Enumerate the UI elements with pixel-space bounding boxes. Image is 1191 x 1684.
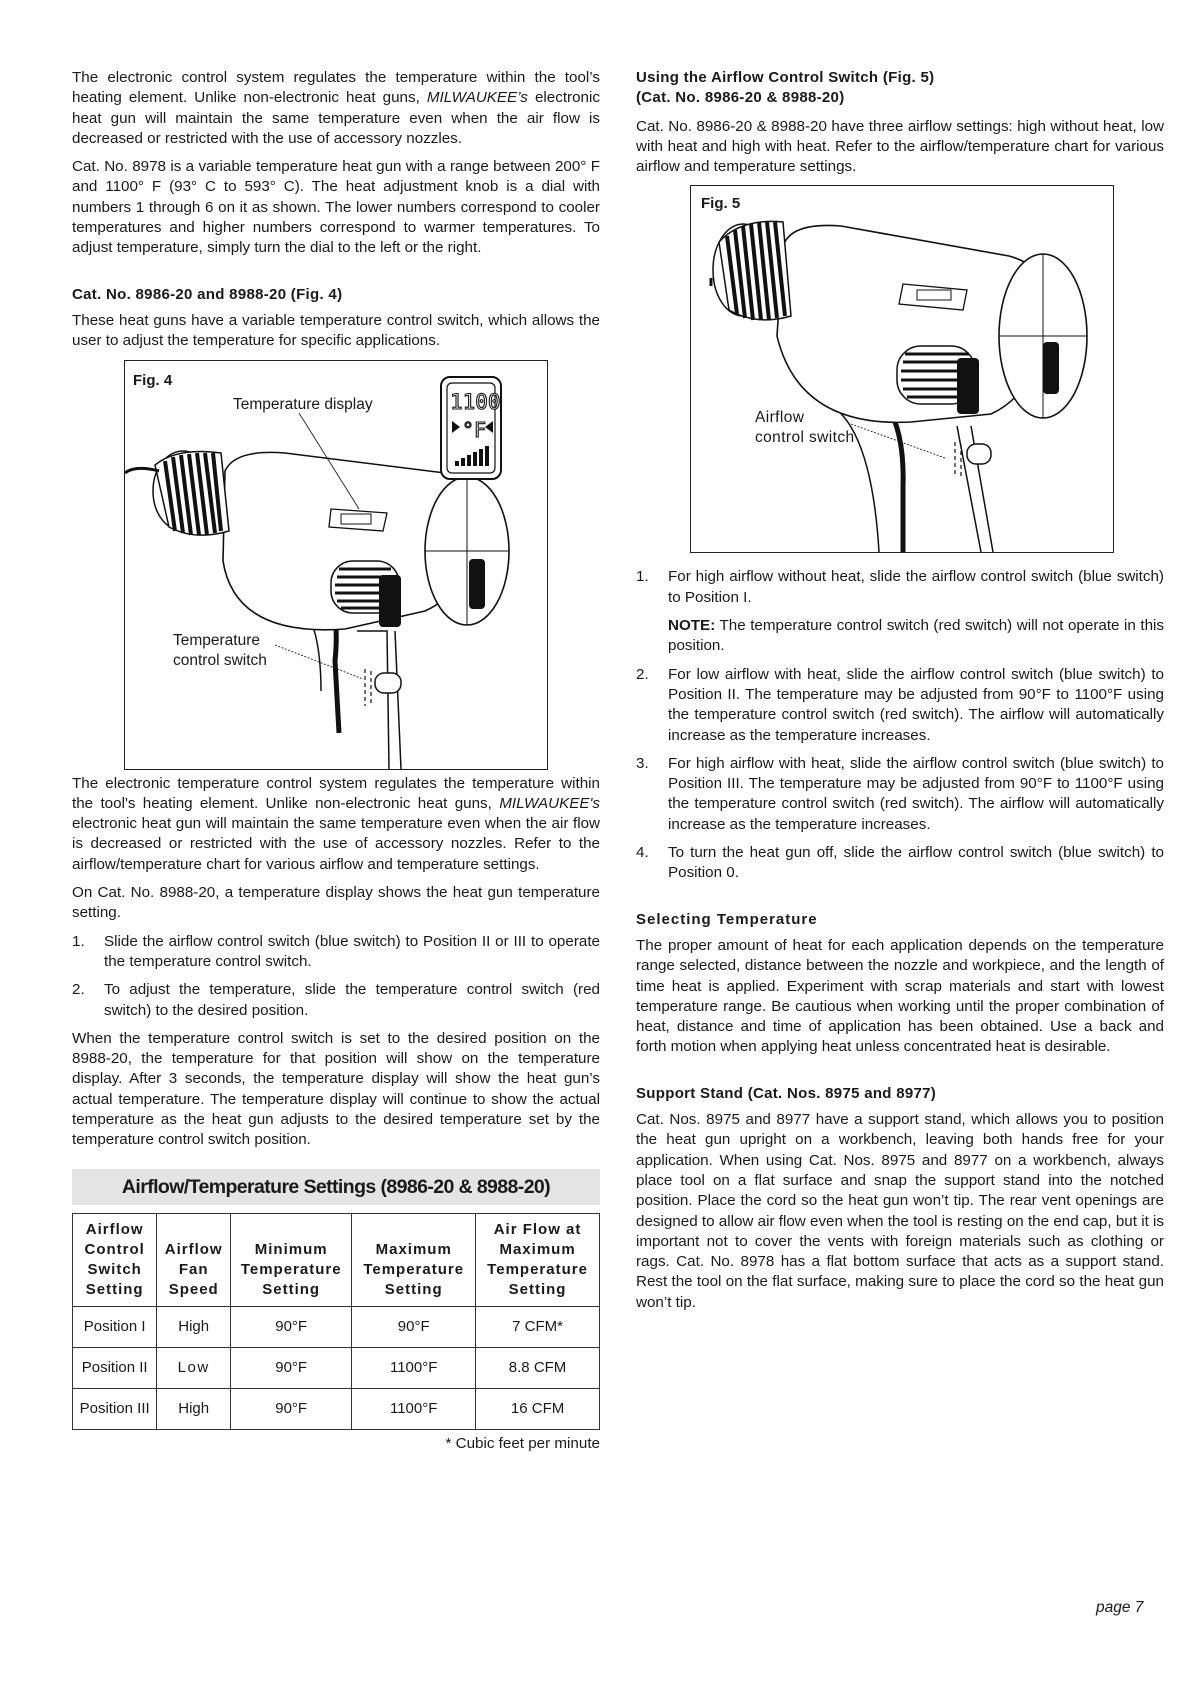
switch-knob-icon [375,673,401,693]
header-cell: Air Flow at Maximum Temperature Setting [476,1213,600,1306]
table-cell: 90°F [231,1388,352,1429]
selecting-temperature-paragraph: The proper amount of heat for each application depends on the temperature range selected, distance between the nozzle and workpiece, and the length of time heat is applied. Experiment with scrap materials and start with lowest temperature range. Be cautious when working until the proper combination of heat, distance and time of application has been obtained. Use a back and forth motion when applying heat unless concentrated heat is desirable. [636,936,1164,1056]
figure-5 [690,185,1114,553]
intro-paragraph-1: The electronic control system regulates the temperature within the tool’s heating element. Unlike non-electronic heat guns, MILWAUKEE’s electronic heat gun will maintain the same temperature even when the air flow is decreased or restricted with the use of accessory nozzles. [72,69,600,147]
right-steps-list [636,567,1164,883]
left-column [72,68,600,1454]
list-item: 4. To turn the heat gun off, slide the airflow control switch (blue switch) to Position 0. [636,844,1164,882]
header-cell: Maximum Temperature Setting [352,1213,476,1306]
page-number: page 7 [1096,1599,1144,1616]
airflow-intro-paragraph: Cat. No. 8986-20 & 8988-20 have three airflow settings: high without heat, low with heat and high with heat. Refer to the airflow/temperature chart for various airflow and temperature settings. [636,117,1164,176]
section-heading-fig4: Cat. No. 8986-20 and 8988-20 (Fig. 4) [72,285,343,303]
intro-paragraph-2: Cat. No. 8978 is a variable temperature heat gun with a range between 200° F and 1100° F (93° C to 593° C). The heat adjustment knob is a dial with numbers 1 through 6 on it as shown. The lower numbers correspond to cooler temperatures and higher numbers correspond to warmer temperatures. To adjust temperature, simply turn the dial to the left or the right. [72,158,600,257]
after-figure-paragraph-2: On Cat. No. 8988-20, a temperature display shows the heat gun temperature setting. [72,884,600,922]
right-column [636,68,1164,1321]
switch-knob-icon [967,444,991,464]
table-cell: Position III [73,1388,157,1429]
table-cell: 16 CFM [476,1388,600,1429]
list-item: 2. For low airflow with heat, slide the airflow control switch (blue switch) to Position II. The temperature may be adjusted from 90°F to 1100°F using the temperature control switch (red switch). The airflow will automatically increase as the temperature increases. [636,665,1164,744]
figure-label: Fig. 5 [701,195,741,213]
table-cell: 90°F [231,1306,352,1347]
table-footnote: * Cubic feet per minute [445,1434,600,1452]
display-reading: 1100 [450,389,501,414]
left-steps-list [72,932,600,1021]
table-cell: Position II [73,1347,157,1388]
table-cell: High [157,1306,231,1347]
display-unit: °F [462,417,487,442]
table-cell: 90°F [352,1306,476,1347]
figure-label: Fig. 4 [133,371,173,389]
switch-callout: Temperature control switch [173,631,267,669]
table-cell: Low [157,1347,231,1388]
list-item: 3. For high airflow with heat, slide the airflow control switch (blue switch) to Position III. The temperature may be adjusted from 90°F to 1100°F using the temperature control switch (red switch). The airflow will automatically increase as the temperature increases. [636,754,1164,833]
header-cell: Airflow Control Switch Setting [73,1213,157,1306]
list-item: 2. To adjust the temperature, slide the temperature control switch (red switch) to the desired position. [72,981,600,1019]
heat-gun-illustration [691,186,1113,552]
list-item: 1. Slide the airflow control switch (blue switch) to Position II or III to operate the temperature control switch. [72,932,600,970]
support-stand-heading: Support Stand (Cat. Nos. 8975 and 8977) [636,1084,937,1102]
selecting-temperature-heading: Selecting Temperature [636,910,818,928]
table-row [73,1347,600,1388]
list-item: 1. For high airflow without heat, slide the airflow control switch (blue switch) to Position I. NOTE: The temperature control switch (red switch) will not operate in this position. [636,567,1164,656]
heat-gun-illustration [125,361,547,769]
table-cell: High [157,1388,231,1429]
table-header-row [73,1213,600,1306]
table-cell: 7 CFM* [476,1306,600,1347]
table-cell: 90°F [231,1347,352,1388]
table-title: Airflow/Temperature Settings (8986-20 & 8988-20) [72,1169,600,1205]
table-cell: Position I [73,1306,157,1347]
display-callout: Temperature display [233,395,373,413]
header-cell: Airflow Fan Speed [157,1213,231,1306]
support-stand-paragraph: Cat. Nos. 8975 and 8977 have a support stand, which allows you to position the heat gun upright on a workbench, leaving both hands free for your application. When using Cat. Nos. 8975 and 8977 on a workbench, always place tool on a flat surface and snap the support stand into the notched position. Place the cord so the heat gun won’t tip. The rear vent openings are designed to allow air flow even when the tool is resting on the end cap, but it is important not to cover the vents with foreign materials such as clothing or rags. Cat. No. 8978 has a flat bottom surface that acts as a support stand. Rest the tool on the flat surface, making sure to place the cord so the heat gun won’t tip. [636,1111,1164,1311]
table-cell: 8.8 CFM [476,1347,600,1388]
airflow-switch-heading: Using the Airflow Control Switch (Fig. 5) (Cat. No. 8986-20 & 8988-20) [636,69,935,107]
figure-4 [124,360,548,770]
note: NOTE: The temperature control switch (red switch) will not operate in this position. [668,617,1164,655]
table-row [73,1388,600,1429]
after-steps-paragraph: When the temperature control switch is set to the desired position on the 8988-20, the temperature for that position will show on the temperature display. After 3 seconds, the temperature display will show the heat gun’s actual temperature. The temperature display will continue to show the actual temperature as the heat gun adjusts to the desired temperature set by the temperature control switch position. [72,1029,600,1149]
settings-table [72,1213,600,1430]
brand-name: MILWAUKEE's [499,794,600,812]
table-row [73,1306,600,1347]
airflow-switch-callout: Airflow control switch [755,409,855,447]
brand-name: MILWAUKEE’s [426,89,528,107]
after-figure-paragraph-1: The electronic temperature control system regulates the temperature within the tool's heating element. Unlike non-electronic heat guns, MILWAUKEE's electronic heat gun will maintain the same temperature even when the air flow is decreased or restricted with the use of accessory nozzles. Refer to the airflow/temperature chart for various airflow and temperature settings. [72,774,600,873]
table-cell: 1100°F [352,1347,476,1388]
section-paragraph: These heat guns have a variable temperature control switch, which allows the user to adjust the temperature for specific applications. [72,311,600,350]
table-cell: 1100°F [352,1388,476,1429]
header-cell: Minimum Temperature Setting [231,1213,352,1306]
